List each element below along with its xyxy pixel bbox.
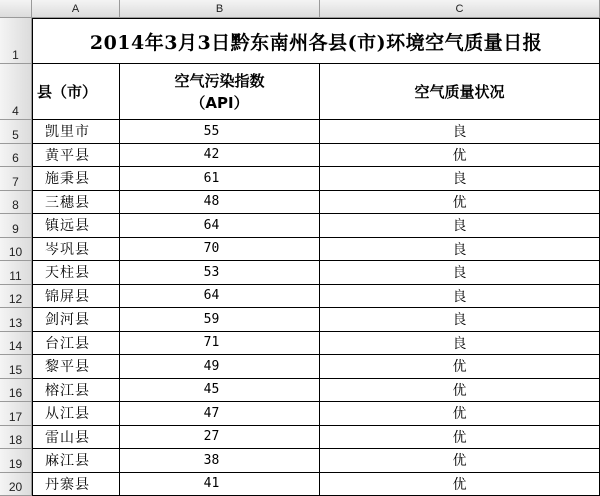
cell-status[interactable]: 优 xyxy=(320,426,600,450)
cell-status[interactable]: 优 xyxy=(320,144,600,168)
cell-status[interactable]: 良 xyxy=(320,285,600,309)
row-header[interactable]: 14 xyxy=(0,332,32,356)
column-header-a[interactable]: A xyxy=(32,0,120,18)
cell-status[interactable]: 良 xyxy=(320,238,600,262)
row-header[interactable]: 15 xyxy=(0,355,32,379)
cell-status[interactable]: 优 xyxy=(320,402,600,426)
header-county[interactable]: 县（市） xyxy=(32,64,120,120)
cell-api[interactable]: 59 xyxy=(120,308,320,332)
cell-status[interactable]: 良 xyxy=(320,120,600,144)
cell-status[interactable]: 优 xyxy=(320,355,600,379)
cell-status[interactable]: 优 xyxy=(320,449,600,473)
column-header-b[interactable]: B xyxy=(120,0,320,18)
cell-api[interactable]: 47 xyxy=(120,402,320,426)
cell-status[interactable]: 良 xyxy=(320,332,600,356)
cell-api[interactable]: 55 xyxy=(120,120,320,144)
cell-status[interactable]: 优 xyxy=(320,379,600,403)
header-api-line1: 空气污染指数 xyxy=(174,71,265,90)
cell-api[interactable]: 61 xyxy=(120,167,320,191)
cell-status[interactable]: 良 xyxy=(320,261,600,285)
cell-status[interactable]: 良 xyxy=(320,214,600,238)
row-header[interactable]: 19 xyxy=(0,449,32,473)
cell-api[interactable]: 42 xyxy=(120,144,320,168)
row-header[interactable]: 5 xyxy=(0,120,32,144)
row-header[interactable]: 8 xyxy=(0,191,32,215)
cell-api[interactable]: 48 xyxy=(120,191,320,215)
row-header[interactable]: 13 xyxy=(0,308,32,332)
cell-county[interactable]: 黎平县 xyxy=(32,355,120,379)
row-header[interactable]: 11 xyxy=(0,261,32,285)
cell-api[interactable]: 41 xyxy=(120,473,320,496)
row-header[interactable]: 16 xyxy=(0,379,32,403)
cell-api[interactable]: 49 xyxy=(120,355,320,379)
cell-status[interactable]: 良 xyxy=(320,308,600,332)
select-all-corner[interactable] xyxy=(0,0,32,18)
row-header[interactable]: 7 xyxy=(0,167,32,191)
header-api-line2: （API） xyxy=(190,93,249,112)
cell-api[interactable]: 64 xyxy=(120,214,320,238)
cell-county[interactable]: 三穗县 xyxy=(32,191,120,215)
row-header[interactable]: 10 xyxy=(0,238,32,262)
row-header[interactable]: 17 xyxy=(0,402,32,426)
cell-api[interactable]: 71 xyxy=(120,332,320,356)
row-header-4[interactable]: 4 xyxy=(0,64,32,120)
cell-api[interactable]: 64 xyxy=(120,285,320,309)
cell-county[interactable]: 丹寨县 xyxy=(32,473,120,496)
row-header[interactable]: 18 xyxy=(0,426,32,450)
row-header[interactable]: 6 xyxy=(0,144,32,168)
cell-county[interactable]: 凯里市 xyxy=(32,120,120,144)
cell-api[interactable]: 27 xyxy=(120,426,320,450)
cell-status[interactable]: 良 xyxy=(320,167,600,191)
row-header[interactable]: 9 xyxy=(0,214,32,238)
cell-county[interactable]: 台江县 xyxy=(32,332,120,356)
cell-county[interactable]: 雷山县 xyxy=(32,426,120,450)
cell-api[interactable]: 38 xyxy=(120,449,320,473)
header-api[interactable] xyxy=(120,64,320,120)
cell-county[interactable]: 黄平县 xyxy=(32,144,120,168)
cell-county[interactable]: 榕江县 xyxy=(32,379,120,403)
cell-status[interactable]: 优 xyxy=(320,473,600,496)
row-header[interactable]: 12 xyxy=(0,285,32,309)
cell-api[interactable]: 45 xyxy=(120,379,320,403)
column-header-c[interactable]: C xyxy=(320,0,600,18)
cell-county[interactable]: 剑河县 xyxy=(32,308,120,332)
cell-county[interactable]: 从江县 xyxy=(32,402,120,426)
cell-county[interactable]: 岑巩县 xyxy=(32,238,120,262)
cell-status[interactable]: 优 xyxy=(320,191,600,215)
row-header-1[interactable]: 1 xyxy=(0,18,32,64)
cell-api[interactable]: 70 xyxy=(120,238,320,262)
row-header[interactable]: 20 xyxy=(0,473,32,496)
cell-county[interactable]: 锦屏县 xyxy=(32,285,120,309)
cell-county[interactable]: 天柱县 xyxy=(32,261,120,285)
cell-county[interactable]: 镇远县 xyxy=(32,214,120,238)
cell-county[interactable]: 麻江县 xyxy=(32,449,120,473)
report-title[interactable]: 2014年3月3日黔东南州各县(市)环境空气质量日报 xyxy=(32,18,600,64)
cell-api[interactable]: 53 xyxy=(120,261,320,285)
header-air-quality-status[interactable]: 空气质量状况 xyxy=(320,64,600,120)
cell-county[interactable]: 施秉县 xyxy=(32,167,120,191)
